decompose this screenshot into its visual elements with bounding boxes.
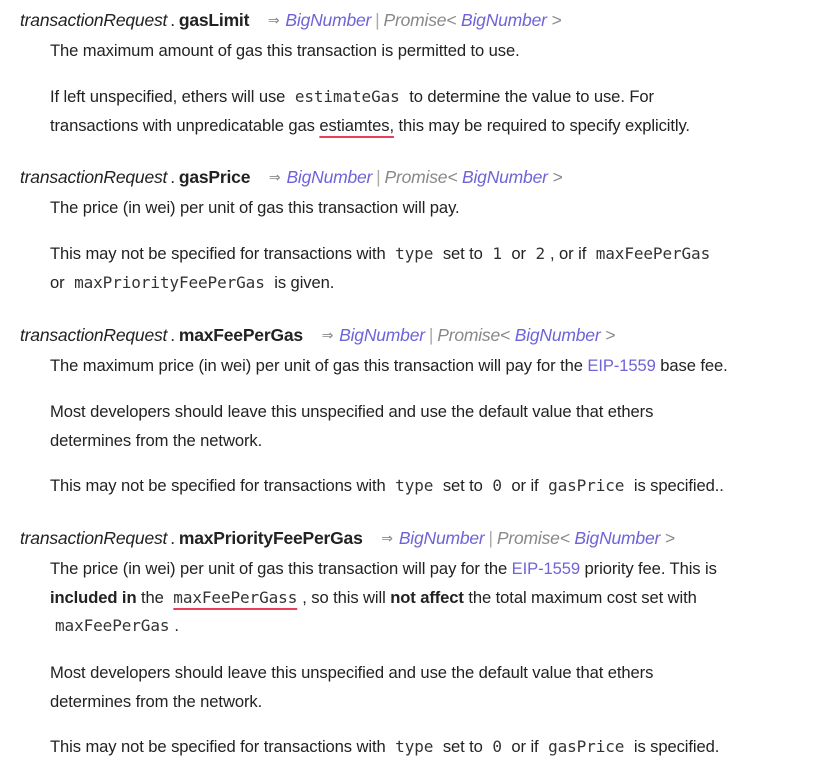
description-paragraph: Most developers should leave this unspecified and use the default value that ethers determines from the network. [50, 663, 654, 711]
description-paragraph: The price (in wei) per unit of gas this transaction will pay for the EIP-1559 priority fee. This is included in the maxFeePerGass , so this will not affect the total maximum cost set with maxFeePerGas . [50, 559, 717, 635]
pipe-separator: | [428, 325, 434, 345]
inline-code: maxPriorityFeePerGas [74, 272, 265, 292]
type-link-bignumber[interactable]: BigNumber [514, 325, 601, 345]
pipe-separator: | [375, 10, 380, 30]
inline-code: maxFeePerGas [55, 616, 170, 635]
inline-code: gasPrice [548, 476, 625, 495]
arrow-icon: ⇒ [321, 327, 334, 343]
type-link-bignumber[interactable]: BigNumber [339, 325, 425, 345]
description-paragraph: Most developers should leave this unspecified and use the default value that ethers determines from the network. [50, 402, 654, 450]
arrow-icon: ⇒ [381, 530, 393, 546]
inline-code: 1 [492, 244, 502, 263]
promise-label: Promise [383, 10, 447, 30]
object-name: transactionRequest [20, 167, 168, 187]
spelling-error-word[interactable]: estiamtes, [319, 115, 394, 135]
angle-close: > [551, 10, 562, 30]
arrow-icon: ⇒ [268, 169, 281, 185]
type-link-bignumber[interactable]: BigNumber [574, 528, 661, 548]
inline-code: type [395, 737, 434, 756]
angle-close: > [664, 528, 675, 548]
inline-code: type [395, 244, 434, 263]
angle-close: > [605, 325, 616, 345]
dot-separator: . [170, 10, 175, 30]
inline-code: maxFeePerGas [595, 244, 711, 263]
pipe-separator: | [488, 528, 493, 548]
spelling-error-code[interactable]: maxFeePerGass [173, 587, 298, 607]
description-paragraph: This may not be specified for transactions with type set to 0 or if gasPrice is specified.. [50, 476, 724, 495]
angle-open: < [500, 325, 511, 345]
property-name: maxFeePerGas [178, 325, 303, 345]
property-name: gasLimit [178, 10, 250, 30]
dot-separator: . [170, 325, 175, 345]
pipe-separator: | [376, 167, 381, 187]
property-signature [20, 10, 561, 31]
description-paragraph: This may not be specified for transactions with type set to 1 or 2 , or if maxFeePerGas or maxPriorityFeePerGas is given. [50, 240, 810, 297]
promise-label: Promise [384, 167, 448, 187]
description-paragraph: The maximum amount of gas this transaction is permitted to use. [50, 41, 520, 60]
description-paragraph: This may not be specified for transactions with type set to 0 or if gasPrice is specified. [50, 737, 720, 756]
property-signature [20, 167, 562, 188]
angle-open: < [447, 167, 458, 187]
property-signature [20, 528, 675, 549]
object-name: transactionRequest [20, 10, 168, 30]
property-name: gasPrice [178, 167, 251, 187]
inline-code: gasPrice [548, 737, 625, 756]
description-paragraph: The maximum price (in wei) per unit of gas this transaction will pay for the EIP-1559 base fee. [50, 356, 728, 375]
promise-label: Promise [496, 528, 560, 548]
property-name: maxPriorityFeePerGas [178, 528, 363, 548]
inline-code: estimateGas [294, 87, 400, 106]
type-link-bignumber[interactable]: BigNumber [398, 528, 485, 548]
inline-code: type [395, 476, 434, 495]
type-link-bignumber[interactable]: BigNumber [461, 10, 547, 30]
arrow-icon: ⇒ [267, 12, 280, 28]
type-link-bignumber[interactable]: BigNumber [462, 167, 548, 187]
inline-code: 2 [535, 244, 546, 263]
object-name: transactionRequest [20, 325, 168, 345]
description-paragraph: If left unspecified, ethers will use estimateGas to determine the value to use. For transactions with unpredicatable gas estiamtes, this may be required to specify explicitly. [50, 87, 690, 135]
dot-separator: . [170, 167, 175, 187]
type-link-bignumber[interactable]: BigNumber [286, 167, 373, 187]
promise-label: Promise [437, 325, 501, 345]
inline-code: 0 [492, 476, 502, 495]
object-name: transactionRequest [20, 528, 168, 548]
eip-1559-link[interactable]: EIP-1559 [587, 356, 656, 375]
angle-close: > [552, 167, 563, 187]
dot-separator: . [170, 528, 175, 548]
eip-1559-link[interactable]: EIP-1559 [511, 559, 581, 578]
angle-open: < [446, 10, 457, 30]
description-paragraph: The price (in wei) per unit of gas this transaction will pay. [50, 198, 460, 217]
angle-open: < [559, 528, 570, 548]
property-signature [20, 325, 615, 346]
type-link-bignumber[interactable]: BigNumber [285, 10, 372, 30]
inline-code: 0 [492, 737, 502, 756]
